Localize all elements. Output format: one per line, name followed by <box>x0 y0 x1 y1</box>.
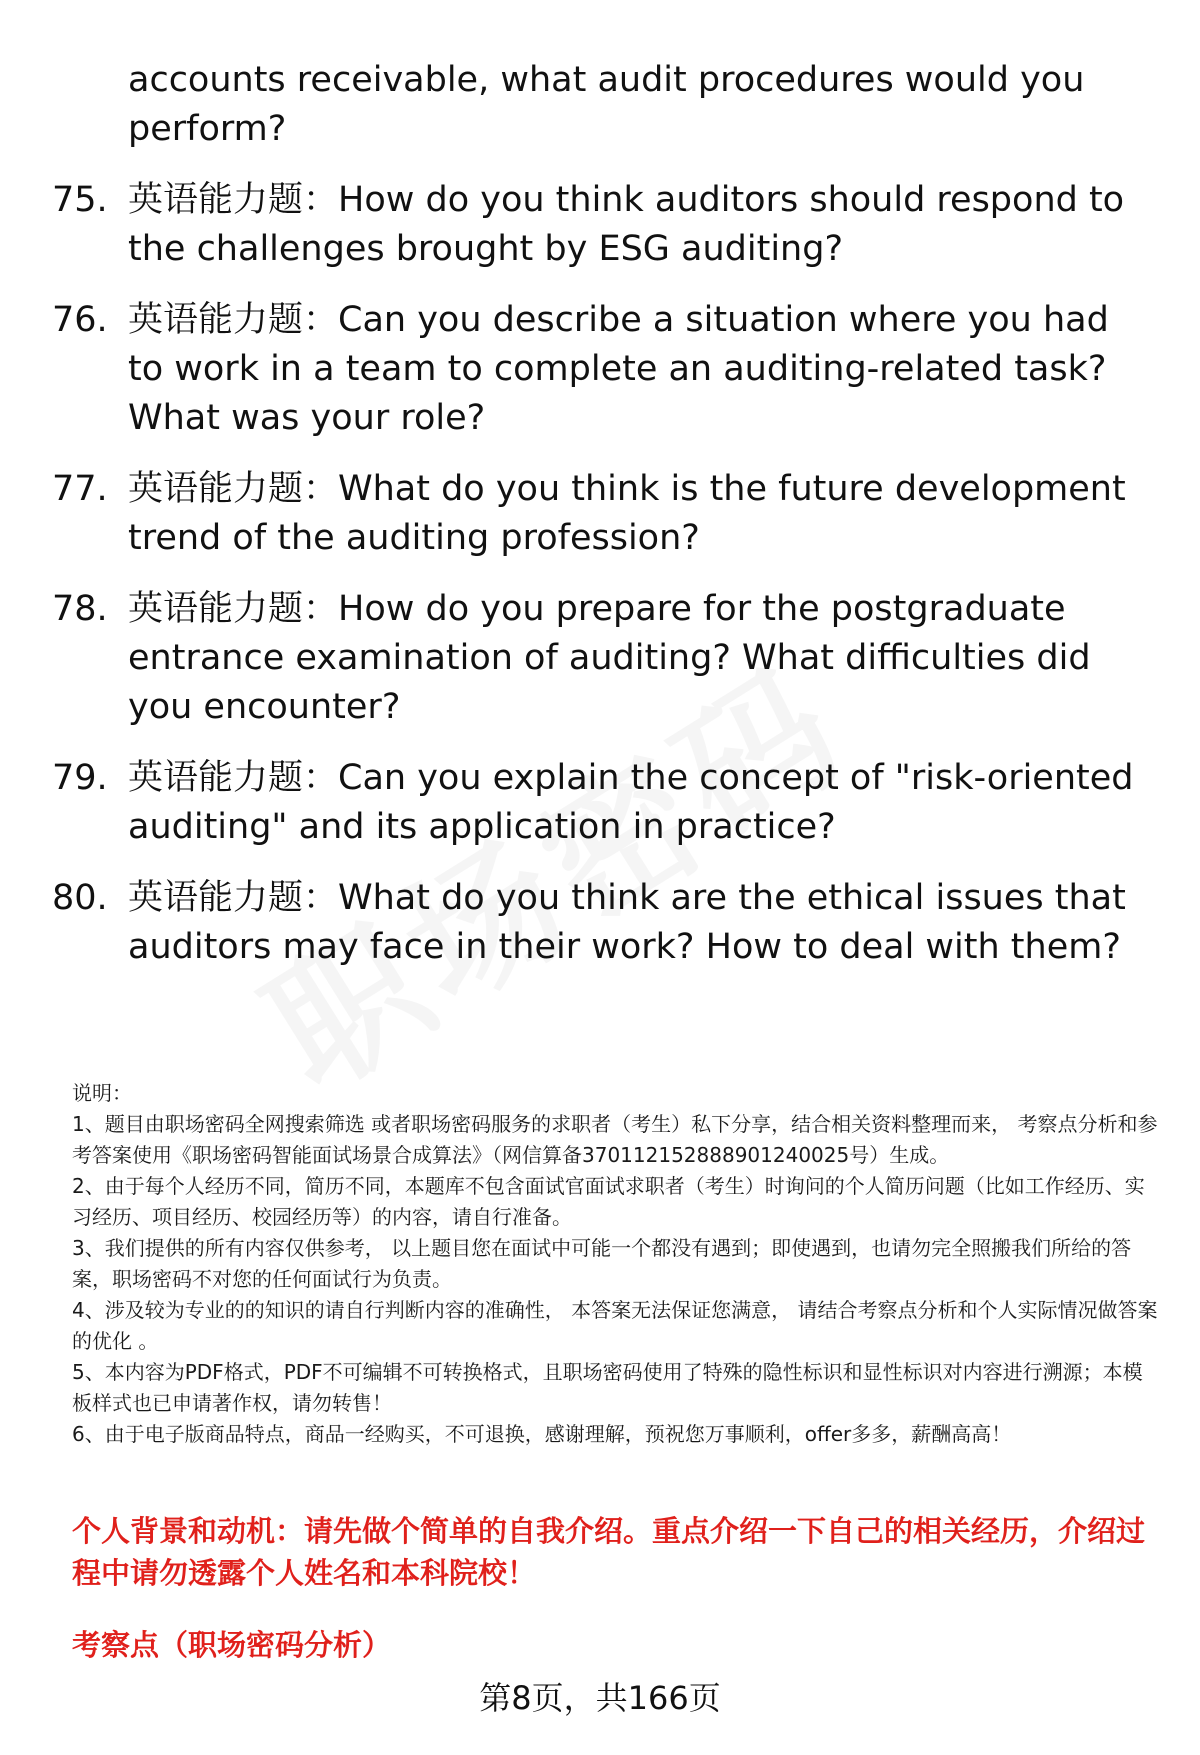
question-item <box>0 754 1148 852</box>
disclaimer-notes <box>72 1078 1162 1450</box>
question-number: 76. <box>52 300 108 340</box>
question-item <box>0 176 1148 274</box>
question-list <box>0 56 1200 994</box>
note-item: 1、题目由职场密码全网搜索筛选 或者职场密码服务的求职者（考生）私下分享，结合相关资料整理而来， 考察点分析和参考答案使用《职场密码智能面试场景合成算法》（网信算备370112152888901240025号）生成。 <box>72 1112 1158 1167</box>
question-number: 77. <box>52 469 108 509</box>
question-text: 英语能力题：What do you think are the ethical issues that auditors may face in their work? How to deal with them? <box>128 878 1126 967</box>
note-item: 6、由于电子版商品特点，商品一经购买，不可退换，感谢理解，预祝您万事顺利，offer多多，薪酬高高！ <box>72 1422 1012 1446</box>
question-text: 英语能力题：How do you prepare for the postgraduate entrance examination of auditing? What difficulties did you encounter? <box>128 589 1091 727</box>
question-text: 英语能力题：Can you describe a situation where you had to work in a team to complete an auditing-related task? What was your role? <box>128 300 1109 438</box>
note-item: 2、由于每个人经历不同，简历不同，本题库不包含面试官面试求职者（考生）时询问的个人简历问题（比如工作经历、实习经历、项目经历、校园经历等）的内容，请自行准备。 <box>72 1174 1145 1229</box>
note-item: 4、涉及较为专业的的知识的请自行判断内容的准确性， 本答案无法保证您满意， 请结合考察点分析和个人实际情况做答案的优化 。 <box>72 1298 1158 1353</box>
question-continuation: accounts receivable, what audit procedures would you perform? <box>128 60 1085 149</box>
question-number: 79. <box>52 758 108 798</box>
question-number: 75. <box>52 180 108 220</box>
note-item: 3、我们提供的所有内容仅供参考， 以上题目您在面试中可能一个都没有遇到；即使遇到，也请勿完全照搬我们所给的答案，职场密码不对您的任何面试行为负责。 <box>72 1236 1132 1291</box>
question-text: 英语能力题：What do you think is the future development trend of the auditing profession? <box>128 469 1126 558</box>
notes-heading: 说明： <box>72 1081 132 1105</box>
question-number: 80. <box>52 878 108 918</box>
question-item <box>0 465 1148 563</box>
question-number: 78. <box>52 589 108 629</box>
highlighted-section <box>72 1510 1162 1666</box>
question-item <box>0 296 1148 443</box>
highlighted-question: 个人背景和动机：请先做个简单的自我介绍。重点介绍一下自己的相关经历，介绍过程中请勿透露个人姓名和本科院校！ <box>72 1514 1146 1590</box>
page-number: 第8页，共166页 <box>479 1679 721 1717</box>
question-item <box>0 874 1148 972</box>
question-item <box>0 585 1148 732</box>
question-text: 英语能力题：How do you think auditors should respond to the challenges brought by ESG auditing? <box>128 180 1125 269</box>
question-text: 英语能力题：Can you explain the concept of "risk-oriented auditing" and its application in practice? <box>128 758 1134 847</box>
note-item: 5、本内容为PDF格式，PDF不可编辑不可转换格式，且职场密码使用了特殊的隐性标识和显性标识对内容进行溯源；本模板样式也已申请著作权，请勿转售！ <box>72 1360 1143 1415</box>
analysis-heading: 考察点（职场密码分析） <box>72 1628 392 1662</box>
